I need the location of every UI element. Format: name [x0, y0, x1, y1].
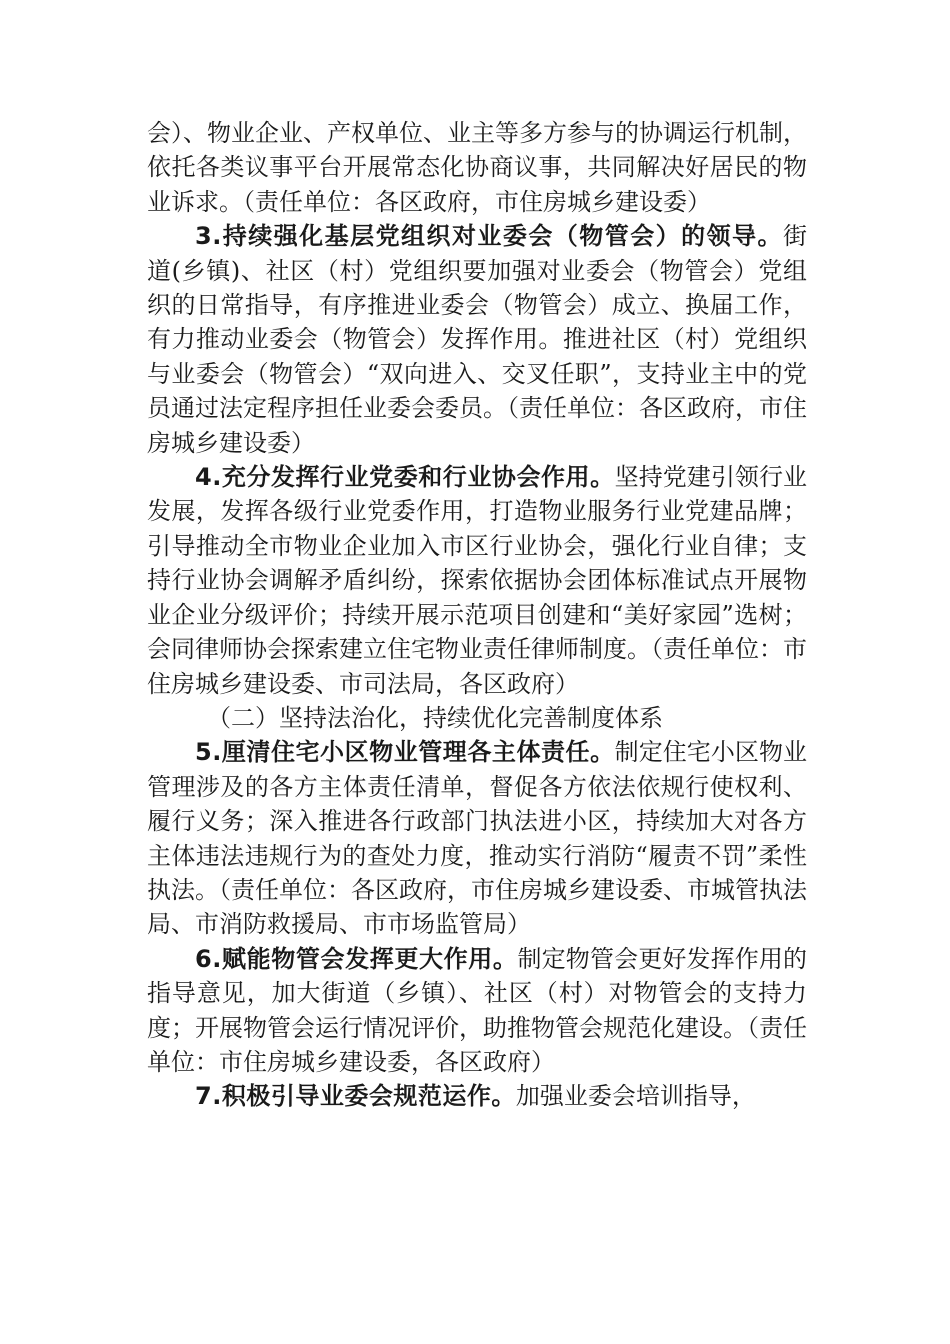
paragraph-text: 会）、物业企业、产权单位、业主等多方参与的协调运行机制，依托各类议事平台开展常态化协商议事，共同解决好居民的物业诉求。（责任单位：各区政府，市住房城乡建设委）	[147, 119, 807, 216]
paragraph-text: 坚持党建引领行业发展，发挥各级行业党委作用，打造物业服务行业党建品牌；引导推动全市物业企业加入市区行业协会，强化行业自律；支持行业协会调解矛盾纠纷，探索依据协会团体标准试点开展物业企业分级评价；持续开展示范项目创建和“美好家园”选树；会同律师协会探索建立住宅物业责任律师制度。（责任单位：市住房城乡建设委、市司法局，各区政府）	[147, 463, 807, 698]
paragraph-text: 制定住宅小区物业管理涉及的各方主体责任清单，督促各方依法依规行使权利、履行义务；深入推进各行政部门执法进小区，持续加大对各方主体违法违规行为的查处力度，推动实行消防“履责不罚”柔性执法。（责任单位：各区政府，市住房城乡建设委、市城管执法局、市消防救援局、市市场监管局）	[147, 738, 807, 939]
paragraph-item-6	[147, 942, 807, 1080]
item-heading: 3.持续强化基层党组织对业委会（物管会）的领导。	[195, 222, 783, 251]
item-heading: 5.厘清住宅小区物业管理各主体责任。	[195, 738, 615, 767]
paragraph-text: 加强业委会培训指导，	[515, 1082, 756, 1111]
section-heading: （二）坚持法治化，持续优化完善制度体系	[207, 703, 663, 732]
paragraph-text: 街道(乡镇)、社区（村）党组织要加强对业委会（物管会）党组织的日常指导，有序推进业委会（物管会）成立、换届工作，有力推动业委会（物管会）发挥作用。推进社区（村）党组织与业委会（物管会）“双向进入、交叉任职”，支持业主中的党员通过法定程序担任业委会委员。（责任单位：各区政府，市住房城乡建设委）	[147, 222, 807, 457]
paragraph-text: 制定物管会更好发挥作用的指导意见，加大街道（乡镇）、社区（村）对物管会的支持力度；开展物管会运行情况评价，助推物管会规范化建设。（责任单位：市住房城乡建设委，各区政府）	[147, 944, 807, 1076]
document-page	[147, 116, 807, 1114]
paragraph-item-3	[147, 219, 807, 460]
paragraph-continuation	[147, 116, 807, 219]
paragraph-item-7	[147, 1079, 807, 1113]
item-heading: 4.充分发挥行业党委和行业协会作用。	[195, 463, 615, 492]
item-heading: 7.积极引导业委会规范运作。	[195, 1082, 516, 1111]
paragraph-item-4	[147, 460, 807, 701]
paragraph-item-5	[147, 735, 807, 941]
item-heading: 6.赋能物管会发挥更大作用。	[195, 944, 518, 973]
